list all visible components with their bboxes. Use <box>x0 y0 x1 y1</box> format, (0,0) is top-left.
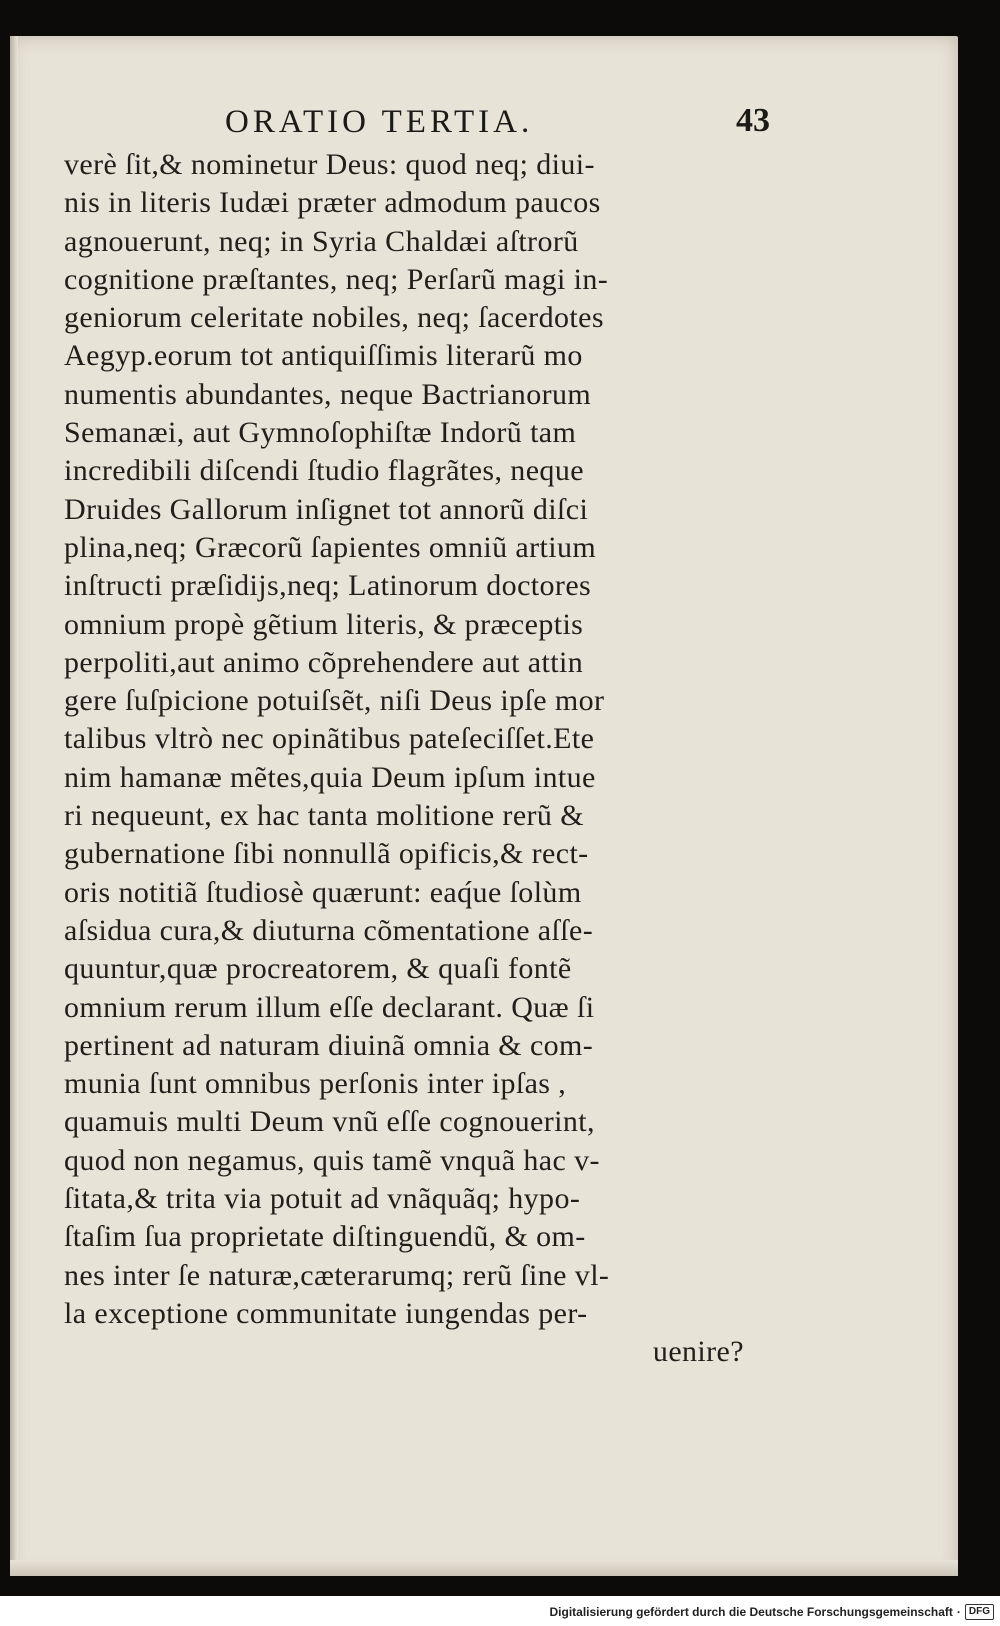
text-line: perpoliti,aut animo cõprehendere aut attin <box>64 645 584 679</box>
text-line: quuntur,quæ procreatorem, & quaſi fontẽ <box>64 952 572 986</box>
page-edge <box>10 36 18 1576</box>
text-line: incredibili diſcendi ſtudio flagrãtes, neque <box>64 454 584 488</box>
page-bottom-edge <box>10 1560 958 1576</box>
text-line: nis in literis Iudæi præter admodum paucos <box>64 186 601 220</box>
text-line: plina,neq; Græcorũ ſapientes omniũ artium <box>64 530 597 564</box>
text-line: cognitione præſtantes, neq; Perſarũ magi in- <box>64 262 609 296</box>
page-header <box>225 104 770 148</box>
catchword-line: uenire? <box>652 1335 744 1369</box>
text-line: gubernatione ſibi nonnullã opificis,& rect- <box>64 837 589 871</box>
text-line: gere ſuſpicione potuiſsẽt, niſi Deus ipſe mor <box>64 684 605 718</box>
text-line: Druides Gallorum inſignet tot annorũ diſci <box>64 492 589 526</box>
text-line: inſtructi præſidijs,neq; Latinorum doctores <box>64 569 592 603</box>
text-line: la exceptione communitate iungendas per- <box>64 1296 588 1330</box>
footer-credit: Digitalisierung gefördert durch die Deutsche Forschungsgemeinschaft <box>549 1605 953 1619</box>
text-line: ſitata,& trita via potuit ad vnãquãq; hypo- <box>64 1182 581 1216</box>
text-line: oris notitiã ſtudiosè quærunt: eaq́ue ſolùm <box>64 875 582 909</box>
footer <box>549 1603 994 1621</box>
text-line: Semanæi, aut Gymnoſophiſtæ Indorũ tam <box>64 416 577 450</box>
text-line: agnouerunt, neq; in Syria Chaldæi aſtrorũ <box>64 224 579 258</box>
text-line: aſsidua cura,& diuturna cõmentatione aſſe- <box>64 913 594 947</box>
text-line: Aegyp.eorum tot antiquiſſimis literarũ mo <box>64 339 583 373</box>
text-line: munia ſunt omnibus perſonis inter ipſas , <box>64 1067 567 1101</box>
page-number: 43 <box>736 102 770 139</box>
running-title: ORATIO TERTIA. <box>225 104 534 140</box>
body-text <box>64 146 744 1372</box>
text-line: quamuis multi Deum vnũ eſſe cognouerint, <box>64 1105 595 1139</box>
text-line: geniorum celeritate nobiles, neq; ſacerdotes <box>64 301 604 335</box>
text-line: quod non negamus, quis tamẽ vnquã hac v- <box>64 1143 600 1177</box>
text-line: ſtaſim ſua proprietate diſtinguendũ, & om- <box>64 1220 586 1254</box>
text-line: nes inter ſe naturæ,cæterarumq; rerũ ſine vl- <box>64 1258 610 1292</box>
text-line: verè ſit,& nominetur Deus: quod neq; diui- <box>64 148 595 181</box>
text-line: ri nequeunt, ex hac tanta molitione rerũ & <box>64 799 584 833</box>
text-line: pertinent ad naturam diuinã omnia & com- <box>64 1028 594 1062</box>
text-line: numentis abundantes, neque Bactrianorum <box>64 377 592 411</box>
dfg-logo: DFG <box>965 1604 994 1620</box>
text-line: nim hamanæ mẽtes,quia Deum ipſum intue <box>64 760 596 794</box>
footer-separator: · <box>956 1605 961 1619</box>
text-line: talibus vltrò nec opinãtibus pateſeciſſet.Ete <box>64 722 595 756</box>
text-line: omnium propè gẽtium literis, & præceptis <box>64 607 584 641</box>
text-line: omnium rerum illum eſſe declarant. Quæ ſi <box>64 990 595 1024</box>
